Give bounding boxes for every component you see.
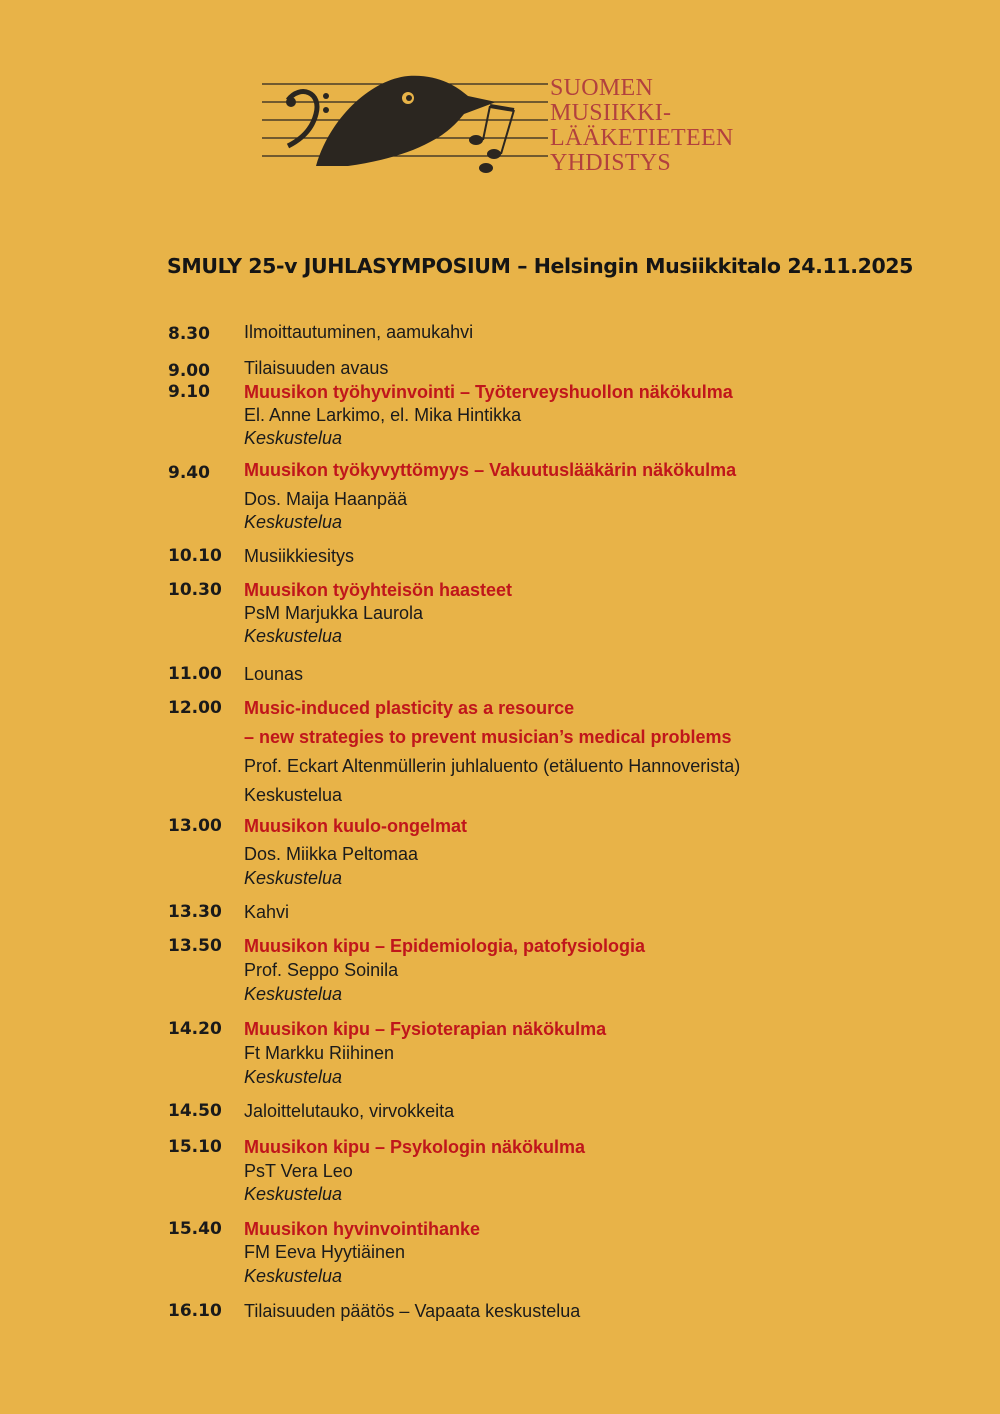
schedule-time: 11.00 xyxy=(168,664,222,684)
crow-music-staff-logo-icon xyxy=(258,62,548,182)
session-title: Muusikon kipu – Psykologin näkökulma xyxy=(244,1137,586,1157)
session-text: Ilmoittautuminen, aamukahvi xyxy=(244,322,474,342)
schedule-time: 14.20 xyxy=(168,1019,222,1039)
organization-name-line: SUOMEN xyxy=(550,75,654,101)
session-text: Dos. Miikka Peltomaa xyxy=(244,844,419,864)
session-text: Prof. Seppo Soinila xyxy=(244,960,399,980)
schedule-time: 10.30 xyxy=(168,580,222,600)
schedule-time: 8.30 xyxy=(168,324,210,344)
session-title: Muusikon kipu – Fysioterapian näkökulma xyxy=(244,1019,607,1039)
session-title: Muusikon työkyvyttömyys – Vakuutuslääkärin näkökulma xyxy=(244,460,737,480)
session-title: Muusikon työhyvinvointi – Työterveyshuollon näkökulma xyxy=(244,382,733,402)
schedule-time: 15.10 xyxy=(168,1137,222,1157)
schedule-time: 13.50 xyxy=(168,936,222,956)
organization-logo xyxy=(258,62,758,182)
organization-name-line: MUSIIKKI- xyxy=(550,100,672,126)
session-text: FM Eeva Hyytiäinen xyxy=(244,1242,406,1262)
page-title: SMULY 25-v JUHLASYMPOSIUM – Helsingin Musiikkitalo 24.11.2025 xyxy=(167,254,914,278)
session-text: PsT Vera Leo xyxy=(244,1161,353,1181)
session-text: El. Anne Larkimo, el. Mika Hintikka xyxy=(244,405,522,425)
schedule-time: 15.40 xyxy=(168,1219,222,1239)
schedule-time: 9.40 xyxy=(168,463,210,483)
organization-name-line: LÄÄKETIETEEN xyxy=(550,125,734,151)
discussion-label: Keskustelua xyxy=(244,984,343,1004)
discussion-label: Keskustelua xyxy=(244,512,343,532)
session-text: Ft Markku Riihinen xyxy=(244,1043,395,1063)
organization-name-line: YHDISTYS xyxy=(550,150,672,176)
session-text: Jaloittelutauko, virvokkeita xyxy=(244,1101,455,1121)
session-text: Keskustelua xyxy=(244,785,343,805)
discussion-label: Keskustelua xyxy=(244,626,343,646)
schedule-time: 9.10 xyxy=(168,382,210,402)
schedule-time: 9.00 xyxy=(168,361,210,381)
schedule-time: 14.50 xyxy=(168,1101,222,1121)
session-title: Muusikon työyhteisön haasteet xyxy=(244,580,513,600)
discussion-label: Keskustelua xyxy=(244,868,343,888)
session-text: Tilaisuuden avaus xyxy=(244,358,389,378)
session-text: PsM Marjukka Laurola xyxy=(244,603,424,623)
organization-name xyxy=(550,76,734,176)
session-title: Music-induced plasticity as a resource xyxy=(244,698,575,718)
session-title: – new strategies to prevent musician’s medical problems xyxy=(244,727,732,747)
session-text: Prof. Eckart Altenmüllerin juhlaluento (etäluento Hannoverista) xyxy=(244,756,741,776)
session-title: Muusikon hyvinvointihanke xyxy=(244,1219,481,1239)
session-title: Muusikon kipu – Epidemiologia, patofysiologia xyxy=(244,936,646,956)
session-title: Muusikon kuulo-ongelmat xyxy=(244,816,467,836)
discussion-label: Keskustelua xyxy=(244,1266,343,1286)
schedule-time: 10.10 xyxy=(168,546,222,566)
discussion-label: Keskustelua xyxy=(244,1067,343,1087)
session-text: Musiikkiesitys xyxy=(244,546,355,566)
session-text: Kahvi xyxy=(244,902,290,922)
session-text: Dos. Maija Haanpää xyxy=(244,489,408,509)
schedule-time: 12.00 xyxy=(168,698,222,718)
discussion-label: Keskustelua xyxy=(244,1184,343,1204)
discussion-label: Keskustelua xyxy=(244,428,343,448)
session-text: Lounas xyxy=(244,664,304,684)
schedule-time: 13.30 xyxy=(168,902,222,922)
schedule-time: 13.00 xyxy=(168,816,222,836)
session-text: Tilaisuuden päätös – Vapaata keskustelua xyxy=(244,1301,581,1321)
schedule-time: 16.10 xyxy=(168,1301,222,1321)
